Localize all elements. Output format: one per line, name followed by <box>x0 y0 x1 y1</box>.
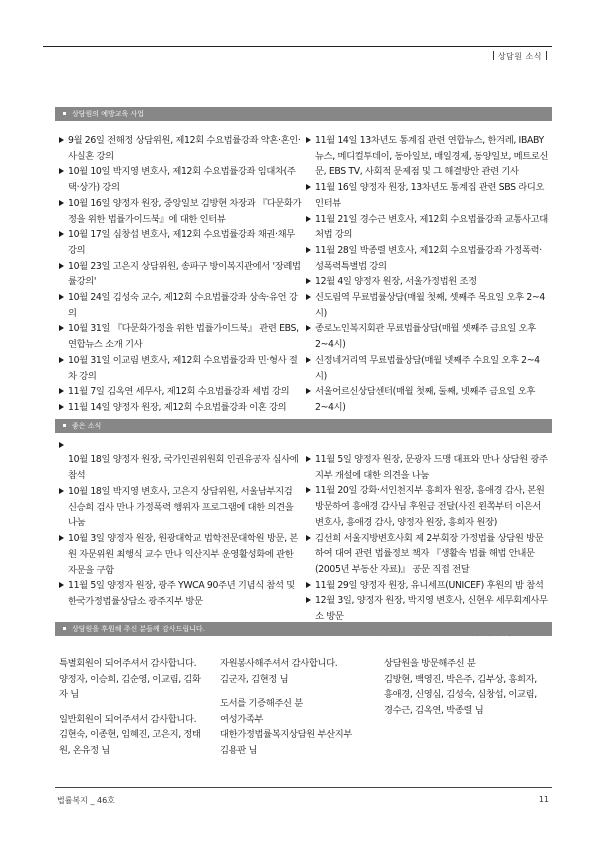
section-title: 상담원을 후원해 주신 분들께 감사드립니다. <box>72 625 205 633</box>
arrow-bullet-icon <box>59 442 64 448</box>
education-item: 10월 23일 고은지 상담위원, 송파구 방이복지관에서 '장례법률강의' <box>59 259 303 290</box>
education-item: 11월 14일 양정자 원장, 제12회 수요법률강좌 이혼 강의 <box>59 400 303 416</box>
square-bullet-icon <box>63 424 66 427</box>
page-number: 11 <box>538 795 549 804</box>
education-item: 종로노인복지회관 무료법률상담(매월 셋째주 금요일 오후 2~4시) <box>306 321 550 352</box>
education-item: 12월 4일 양정자 원장, 서울가정법원 조정 <box>306 274 550 290</box>
thanks-group-names: 여성가족부 대한가정법률복지상담원 부산지부 김용판 님 <box>220 713 353 756</box>
thanks-group-names: 김군자, 김현정 님 <box>220 673 289 685</box>
footer-rule <box>55 787 552 788</box>
square-bullet-icon <box>63 112 66 115</box>
good-news-item: 10월 18일 박지영 변호사, 고은지 상담위원, 서울남부지검 신승희 검사 만나 가정폭력 행위자 프로그램에 대한 의견을 나눔 <box>59 484 303 531</box>
publication-label: 법률복지 _ 46호 <box>57 796 115 805</box>
education-item: 11월 21일 경수근 변호사, 제12회 수요법률강좌 교통사고대처법 강의 <box>306 212 550 243</box>
section-heading-good-news <box>55 419 552 433</box>
divider <box>493 51 494 60</box>
education-item: 9월 26일 전해정 상담위원, 제12회 수요법률강좌 약혼·혼인·사실혼 강의 <box>59 133 303 164</box>
thanks-group-names: 양정자, 이승희, 김순영, 이교림, 김화자 님 <box>59 673 201 700</box>
good-news-item: 11월 29일 양정자 원장, 유니세프(UNICEF) 후원의 밤 참석 <box>306 578 550 594</box>
education-item: 10월 10일 박지영 변호사, 제12회 수요법률강좌 임대차(주택·상가) 강의 <box>59 164 303 195</box>
section-header <box>489 51 551 62</box>
education-item: 10월 31일 『다문화가정을 위한 법률가이드북』 관련 EBS, 연합뉴스 소개 기사 <box>59 321 303 352</box>
section-title: 상담원의 예방교육 사업 <box>72 110 145 118</box>
thanks-column-volunteers <box>220 656 370 767</box>
divider <box>546 51 547 60</box>
good-news-item: 12월 3일, 양정자 원장, 박지영 변호사, 신현우 세무회계사무소 방문 <box>306 593 550 624</box>
good-news-item: 10월 3일 양정자 원장, 원광대학교 법학전문대학원 방문, 본원 자문위원 최행식 교수 만나 익산지부 운영활성화에 관한 자문을 구함 <box>59 531 303 578</box>
thanks-group-names: 김현숙, 이종현, 임혜진, 고은지, 정태원, 온유정 님 <box>59 729 201 756</box>
good-news-item: 김선희 서울지방변호사회 제 2부회장 가정법률 상담원 방문하여 대여 관련 법률정보 책자 『생활속 법률 해법 안내문(2005년 부동산 자료)』 공문 직접 전달 <box>306 531 550 578</box>
education-right-column <box>306 133 550 416</box>
thanks-group-title: 특별회원이 되어주셔서 감사합니다. <box>59 658 197 669</box>
education-item: 서울어르신상담센터(매월 첫째, 둘째, 넷째주 금요일 오후 2~4시) <box>306 384 550 415</box>
section-heading-thanks <box>55 622 552 636</box>
thanks-group-title: 상담원을 방문해주신 분 <box>384 658 476 669</box>
good-news-first-item: 10월 18일 양정자 원장, 국가인권위원회 인권유공자 심사에 참석 <box>68 454 299 481</box>
thanks-group-title: 자원봉사해주셔서 감사합니다. <box>220 658 338 669</box>
good-news-right-column <box>306 452 550 640</box>
education-left-column <box>59 133 303 416</box>
education-item: 11월 7일 김옥연 세무사, 제12회 수요법률강좌 세법 강의 <box>59 384 303 400</box>
good-news-item: 11월 5일 양정자 원장, 문광자 드맹 대표와 만나 상담원 광주지부 개설에 대한 의견을 나눔 <box>306 452 550 483</box>
education-item: 11월 28일 박종렬 변호사, 제12회 수요법률강좌 가정폭력·성폭력특별법 강의 <box>306 243 550 274</box>
education-item: 10월 17일 심창섭 변호사, 제12회 수요법률강좌 채권·채무 강의 <box>59 227 303 258</box>
education-item: 신도림역 무료법률상담(매월 첫째, 셋째주 목요일 오후 2~4시) <box>306 290 550 321</box>
education-item: 11월 14일 13차년도 통계집 관련 연합뉴스, 한겨레, IBABY 뉴스, 메디컬투데이, 동아일보, 매일경제, 동양일보, 메트로신문, EBS TV, 사회적 문제점 및 그 해결방안 관련 기사 <box>306 133 550 180</box>
section-title: 좋은 소식 <box>72 422 102 430</box>
thanks-group-title: 도서를 기증해주신 분 <box>220 698 303 709</box>
section-header-label: 상담원 소식 <box>497 52 542 61</box>
education-item: 10월 24일 김성숙 교수, 제12회 수요법률강좌 상속·유언 강의 <box>59 290 303 321</box>
header-rule <box>43 46 552 47</box>
good-news-left-column <box>59 484 303 610</box>
thanks-column-visitors <box>384 656 544 727</box>
thanks-column-members <box>59 656 209 767</box>
section-heading-education <box>55 107 552 121</box>
education-item: 10월 16일 양정자 원장, 중앙일보 김방현 차장과 『다문화가정을 위한 법률가이드북』에 대한 인터뷰 <box>59 196 303 227</box>
education-item: 신정네거리역 무료법률상담(매월 넷째주 수요일 오후 2~4시) <box>306 353 550 384</box>
thanks-group-title: 일반회원이 되어주셔서 감사합니다. <box>59 713 197 725</box>
education-item: 11월 16일 양정자 원장, 13차년도 통계집 관련 SBS 라디오 인터뷰 <box>306 180 550 211</box>
square-bullet-icon <box>63 627 66 630</box>
education-item: 10월 31일 이교림 변호사, 제12회 수요법률강좌 민·형사 절차 강의 <box>59 353 303 384</box>
thanks-group-names: 김방현, 백영진, 박은주, 김부상, 흥희자, 흥애경, 신영심, 김성숙, 심창섭, 이교림, 경수근, 김옥연, 박종렬 님 <box>384 673 537 716</box>
good-news-item: 11월 5일 양정자 원장, 광주 YWCA 90주년 기념식 참석 및 한국가정법률상담소 광주지부 방문 <box>59 578 303 609</box>
good-news-item: 11월 20일 강화·서인천지부 흥희자 원장, 흥애경 감사, 본원 방문하여 흥애경 감사님 후원금 전달(사진 왼쪽부터 이은서 변호사, 흥애경 감사, 양정자 원장, 흥희자 원장) <box>306 483 550 530</box>
